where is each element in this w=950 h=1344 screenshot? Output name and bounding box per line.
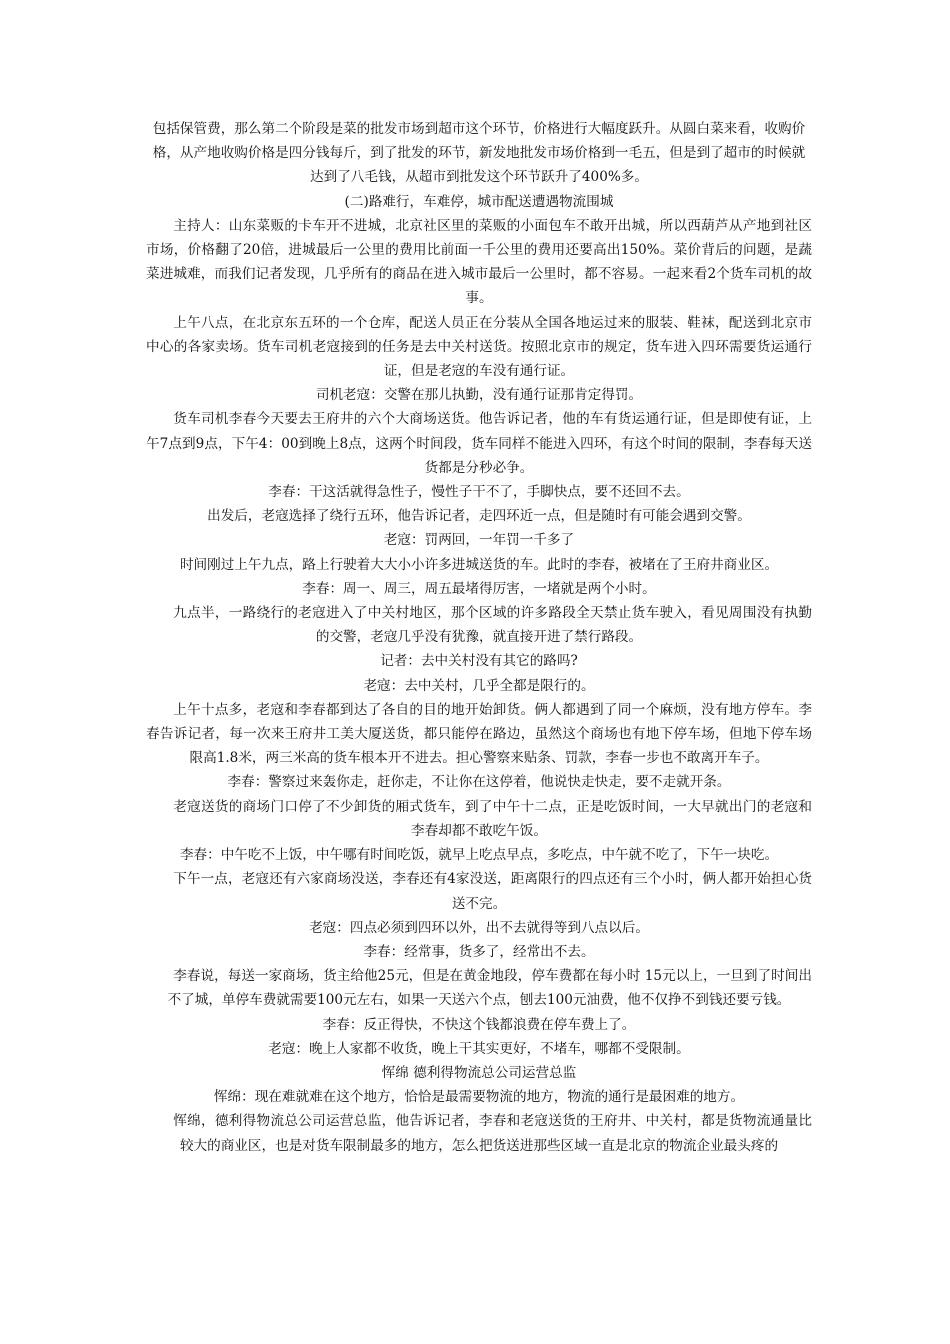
- speaker-caption: 恽绵 德利得物流总公司运营总监: [381, 1064, 577, 1081]
- paragraph: 下午一点，老寇还有六家商场没送，李春还有4家没送，距离限行的四点还有三个小时，俩人都开始担心货送不完。: [173, 871, 812, 912]
- paragraph: 老寇送货的商场门口停了不少卸货的厢式货车，到了中午十二点，正是吃饭时间，一大早就出门的老寇和李春却都不敢吃午饭。: [173, 798, 812, 839]
- quote-line: 李春：周一、周三，周五最堵得厉害，一堵就是两个小时。: [302, 580, 656, 597]
- paragraph: 货车司机李春今天要去王府井的六个大商场送货。他告诉记者，他的车有货运通行证，但是即使有证，上午7点到9点，下午4：00到晚上8点，这两个时间段，货车同样不能进入四环，有这个时间的限制，李春每天送货都是分秒必争。: [146, 411, 812, 476]
- quote-line: 老寇：去中关村，几乎全都是限行的。: [363, 677, 595, 694]
- quote-line: 老寇：四点必须到四环以外，出不去就得等到八点以后。: [309, 919, 649, 936]
- paragraph: 上午八点，在北京东五环的一个仓库，配送人员正在分装从全国各地运过来的服装、鞋袜，配送到北京市中心的各家卖场。货车司机老寇接到的任务是去中关村送货。按照北京市的规定，货车进入四环需要货运通行证，但是老寇的车没有通行证。: [146, 314, 812, 380]
- quote-line: 老寇：罚两回，一年罚一千多了: [383, 532, 575, 549]
- paragraph: 时间刚过上午九点，路上行驶着大大小小许多进城送货的车。此时的李春，被堵在了王府井商业区。: [179, 556, 779, 573]
- quote-line: 李春：警察过来轰你走，赶你走，不让你在这停着，他说快走快走，要不走就开条。: [227, 774, 731, 791]
- quote-line: 恽绵：现在难就难在这个地方，恰恰是最需要物流的地方，物流的通行是最困难的地方。: [213, 1089, 745, 1106]
- section-heading: (二)路难行，车难停，城市配送遭遇物流围城: [344, 193, 614, 210]
- paragraph: 恽绵，德利得物流总公司运营总监，他告诉记者，李春和老寇送货的王府井、中关村，都是货物流通量比较大的商业区，也是对货车限制最多的地方，怎么把货送进那些区域一直是北京的物流企业最头疼的: [173, 1113, 812, 1154]
- paragraph: 包括保管费，那么第二个阶段是菜的批发市场到超市这个环节，价格进行大幅度跃升。从圆白菜来看，收购价格，从产地收购价格是四分钱每斤，到了批发的环节，新发地批发市场价格到一毛五，但是到了超市的时候就达到了八毛钱，从超市到批发这个环节跃升了400%多。: [152, 121, 806, 186]
- quote-line: 李春：经常事，货多了，经常出不去。: [363, 943, 595, 960]
- paragraph: 主持人：山东菜贩的卡车开不进城，北京社区里的菜贩的小面包车不敢开出城，所以西葫芦从产地到社区市场，价格翻了20倍，进城最后一公里的费用比前面一千公里的费用还要高出150%。菜价背后的问题，是蔬菜进城难，而我们记者发现，几乎所有的商品在进入城市最后一公里时，都不容易。一起来看2个货车司机的故事。: [146, 217, 812, 307]
- quote-line: 李春：干这活就得急性子，慢性子干不了，手脚快点，要不还回不去。: [268, 484, 690, 501]
- paragraph: 上午十点多，老寇和李春都到达了各自的目的地开始卸货。俩人都遇到了同一个麻烦，没有地方停车。李春告诉记者，每一次来王府井工美大厦送货，都只能停在路边，虽然这个商场也有地下停车场，但地下停车场限高1.8米，两三米高的货车根本开不进去。担心警察来贴条、罚款，李春一步也不敢离开车子。: [146, 701, 812, 767]
- quote-line: 记者：去中关村没有其它的路吗?: [380, 653, 578, 670]
- quote-line: 李春：中午吃不上饭，中午哪有时间吃饭，就早上吃点早点，多吃点，中午就不吃了，下午一块吃。: [179, 847, 779, 864]
- paragraph: 九点半，一路绕行的老寇进入了中关村地区，那个区域的许多路段全天禁止货车驶入，看见周围没有执勤的交警，老寇几乎没有犹豫，就直接开进了禁行路段。: [173, 605, 812, 646]
- quote-line: 司机老寇：交警在那儿执勤，没有通行证那肯定得罚。: [315, 387, 643, 404]
- paragraph: 出发后，老寇选择了绕行五环，他告诉记者，走四环近一点，但是随时有可能会遇到交警。: [207, 508, 751, 525]
- paragraph: 李春说，每送一家商场，货主给他25元，但是在黄金地段，停车费都在每小时 15元以上，一旦到了时间出不了城，单停车费就需要100元左右，如果一天送六个点，刨去100元油费，他不仅挣不到钱还要亏钱。: [167, 968, 812, 1009]
- quote-line: 李春：反正得快，不快这个钱都浪费在停车费上了。: [322, 1016, 636, 1033]
- quote-line: 老寇：晚上人家都不收货，晚上干其实更好，不堵车，哪都不受限制。: [268, 1040, 690, 1057]
